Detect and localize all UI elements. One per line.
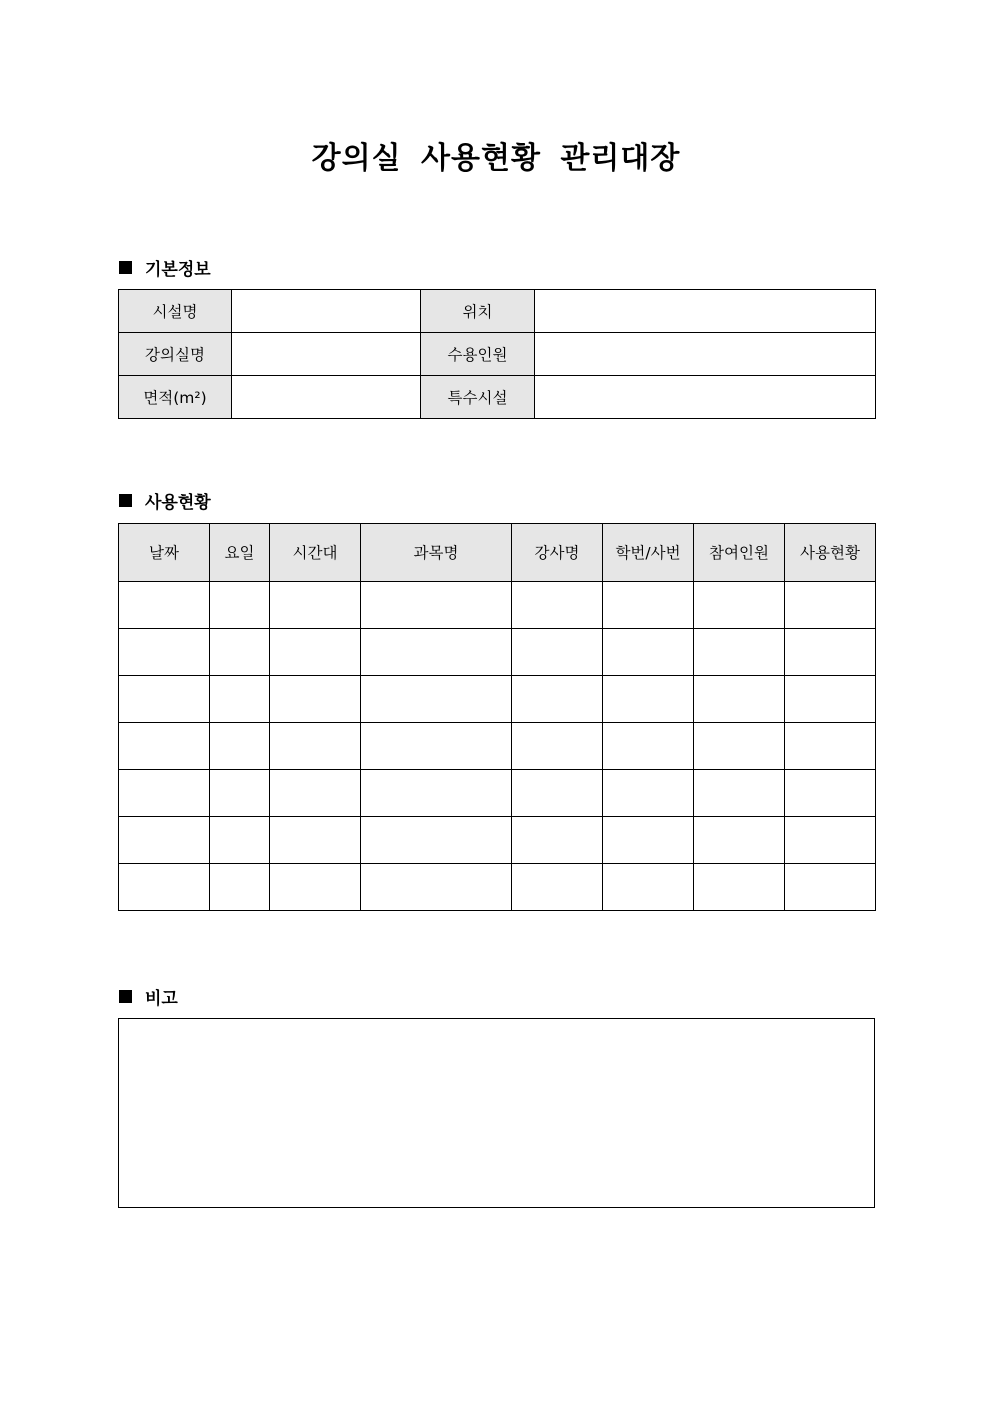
table-cell[interactable]: [785, 582, 876, 629]
special-facilities-field[interactable]: [535, 376, 876, 419]
table-cell[interactable]: [270, 582, 361, 629]
table-cell[interactable]: [694, 817, 785, 864]
table-cell[interactable]: [119, 770, 210, 817]
table-cell[interactable]: [361, 723, 512, 770]
table-cell[interactable]: [361, 582, 512, 629]
remarks-textarea[interactable]: [118, 1018, 875, 1208]
label-room-name: 강의실명: [119, 333, 232, 376]
capacity-field[interactable]: [535, 333, 876, 376]
table-cell[interactable]: [603, 582, 694, 629]
table-cell[interactable]: [603, 723, 694, 770]
table-cell[interactable]: [694, 629, 785, 676]
table-row: [119, 817, 876, 864]
table-cell[interactable]: [512, 817, 603, 864]
label-area: 면적(m²): [119, 376, 232, 419]
table-cell[interactable]: [785, 629, 876, 676]
section-remarks-label: 비고: [145, 989, 178, 1009]
table-cell[interactable]: [694, 723, 785, 770]
table-cell[interactable]: [361, 629, 512, 676]
usage-table: [118, 523, 876, 911]
section-basic-label: 기본정보: [145, 260, 211, 280]
table-cell[interactable]: [210, 676, 270, 723]
table-cell[interactable]: [361, 864, 512, 911]
table-cell[interactable]: [785, 770, 876, 817]
table-cell[interactable]: [785, 676, 876, 723]
table-header-row: [119, 524, 876, 582]
area-field[interactable]: [232, 376, 421, 419]
table-cell[interactable]: [785, 864, 876, 911]
table-cell[interactable]: [210, 582, 270, 629]
square-bullet-icon: [119, 494, 132, 507]
table-cell[interactable]: [119, 864, 210, 911]
table-cell[interactable]: [694, 770, 785, 817]
table-cell[interactable]: [210, 723, 270, 770]
table-cell[interactable]: [270, 864, 361, 911]
header-participants: 참여인원: [694, 524, 785, 582]
table-cell[interactable]: [119, 629, 210, 676]
table-cell[interactable]: [210, 629, 270, 676]
table-cell[interactable]: [512, 770, 603, 817]
table-cell[interactable]: [603, 864, 694, 911]
header-date: 날짜: [119, 524, 210, 582]
section-usage-label: 사용현황: [145, 493, 211, 513]
table-cell[interactable]: [512, 582, 603, 629]
table-cell[interactable]: [785, 817, 876, 864]
table-cell[interactable]: [270, 723, 361, 770]
table-cell[interactable]: [694, 582, 785, 629]
table-cell[interactable]: [119, 723, 210, 770]
table-row: [119, 676, 876, 723]
table-cell[interactable]: [603, 770, 694, 817]
table-cell[interactable]: [361, 817, 512, 864]
table-cell[interactable]: [119, 582, 210, 629]
section-remarks-heading: [119, 984, 178, 1009]
table-row: [119, 376, 876, 419]
header-usage-status: 사용현황: [785, 524, 876, 582]
room-name-field[interactable]: [232, 333, 421, 376]
basic-info-table: [118, 289, 876, 419]
header-course-name: 과목명: [361, 524, 512, 582]
table-cell[interactable]: [512, 676, 603, 723]
table-row: [119, 770, 876, 817]
table-row: [119, 582, 876, 629]
table-cell[interactable]: [270, 817, 361, 864]
square-bullet-icon: [119, 261, 132, 274]
label-location: 위치: [421, 290, 535, 333]
table-row: [119, 864, 876, 911]
header-time-slot: 시간대: [270, 524, 361, 582]
table-cell[interactable]: [694, 676, 785, 723]
table-cell[interactable]: [210, 770, 270, 817]
label-special-facilities: 특수시설: [421, 376, 535, 419]
label-capacity: 수용인원: [421, 333, 535, 376]
table-row: [119, 723, 876, 770]
header-id-number: 학번/사번: [603, 524, 694, 582]
page-title: 강의실 사용현황 관리대장: [311, 141, 681, 176]
table-cell[interactable]: [694, 864, 785, 911]
table-row: [119, 333, 876, 376]
table-row: [119, 629, 876, 676]
section-usage-heading: [119, 488, 211, 513]
label-facility-name: 시설명: [119, 290, 232, 333]
table-cell[interactable]: [785, 723, 876, 770]
table-row: [119, 290, 876, 333]
table-cell[interactable]: [512, 864, 603, 911]
table-cell[interactable]: [361, 676, 512, 723]
table-cell[interactable]: [603, 817, 694, 864]
table-cell[interactable]: [603, 629, 694, 676]
table-cell[interactable]: [270, 770, 361, 817]
table-cell[interactable]: [210, 817, 270, 864]
header-weekday: 요일: [210, 524, 270, 582]
table-cell[interactable]: [270, 629, 361, 676]
table-cell[interactable]: [512, 629, 603, 676]
table-cell[interactable]: [119, 817, 210, 864]
location-field[interactable]: [535, 290, 876, 333]
section-basic-heading: [119, 255, 211, 280]
table-cell[interactable]: [603, 676, 694, 723]
facility-name-field[interactable]: [232, 290, 421, 333]
table-cell[interactable]: [361, 770, 512, 817]
table-cell[interactable]: [270, 676, 361, 723]
table-cell[interactable]: [512, 723, 603, 770]
square-bullet-icon: [119, 990, 132, 1003]
header-instructor: 강사명: [512, 524, 603, 582]
table-cell[interactable]: [210, 864, 270, 911]
table-cell[interactable]: [119, 676, 210, 723]
